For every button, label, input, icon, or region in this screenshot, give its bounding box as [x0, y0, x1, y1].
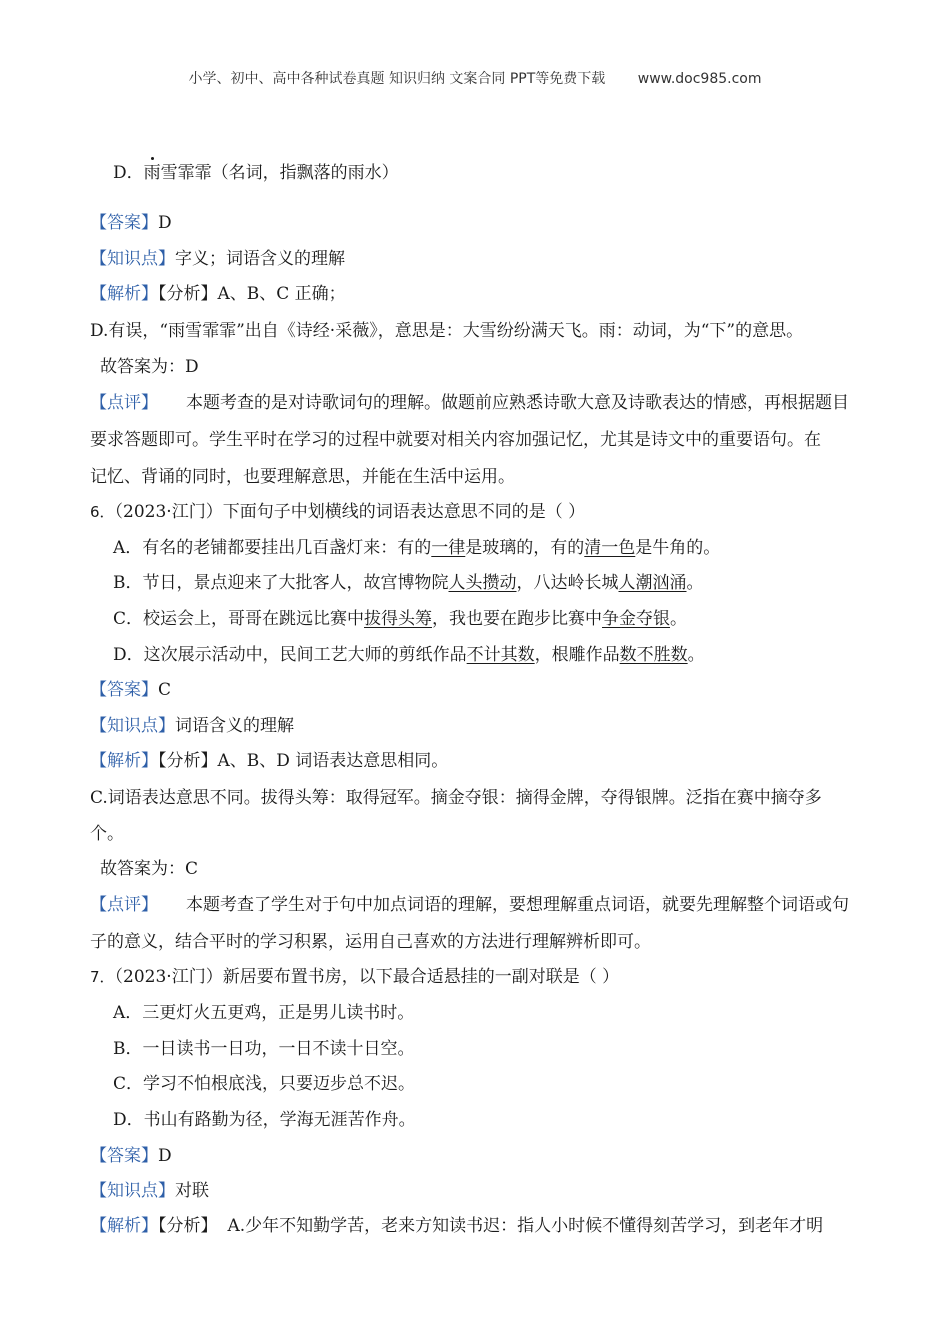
q5-option-d: D．雨雪霏霏（名词，指飘落的雨水） [113, 163, 399, 183]
q5-comment-l3: 记忆、背诵的同时，也要理解意思，并能在生活中运用。 [90, 467, 515, 487]
q7-answer: 【答案】D [90, 1146, 172, 1166]
q6-option-b[interactable]: B．节日，景点迎来了大批客人，故宫博物院人头攒动，八达岭长城人潮汹涌。 [113, 573, 704, 593]
q6-option-d[interactable]: D．这次展示活动中，民间工艺大师的剪纸作品不计其数，根雕作品数不胜数。 [113, 645, 705, 665]
q6-analysis-c-l2: 个。 [90, 824, 124, 844]
q7-knowledge: 【知识点】对联 [90, 1181, 209, 1201]
q6-conclusion: 故答案为：C [100, 859, 199, 879]
q6-analysis: 【解析】【分析】A、B、D 词语表达意思相同。 [90, 751, 449, 771]
q6-knowledge: 【知识点】词语含义的理解 [90, 716, 294, 736]
header-url[interactable]: www.doc985.com [637, 71, 762, 87]
q5-comment-l2: 要求答题即可。学生平时在学习的过程中就要对相关内容加强记忆，尤其是诗文中的重要语句。在 [90, 430, 821, 450]
q5-analysis: 【解析】【分析】A、B、C 正确； [90, 284, 346, 304]
q6-answer: 【答案】C [90, 680, 172, 700]
q5-analysis-d: D.有误，“雨雪霏霏”出自《诗经·采薇》，意思是：大雪纷纷满天飞。雨：动词，为“下”的意思。 [90, 321, 804, 341]
q6-comment-l2: 子的意义，结合平时的学习积累，运用自己喜欢的方法进行理解辨析即可。 [90, 932, 651, 952]
q6-comment: 【点评】 本题考查了学生对于句中加点词语的理解，要想理解重点词语，就要先理解整个词语或句 [90, 895, 849, 915]
q7-stem: 7．（2023·江门）新居要布置书房，以下最合适悬挂的一副对联是（ ） [90, 967, 620, 987]
q6-option-a[interactable]: A．有名的老铺都要挂出几百盏灯来：有的一律是玻璃的，有的清一色是牛角的。 [113, 538, 721, 558]
q6-stem: 6．（2023·江门）下面句子中划横线的词语表达意思不同的是（ ） [90, 502, 586, 522]
q7-analysis: 【解析】【分析】 A.少年不知勤学苦，老来方知读书迟：指人小时候不懂得刻苦学习，到老年才明 [90, 1216, 824, 1236]
q7-option-a[interactable]: A．三更灯火五更鸡，正是男儿读书时。 [113, 1003, 415, 1023]
header-text: 小学、初中、高中各种试卷真题 知识归纳 文案合同 PPT等免费下载 [188, 71, 606, 87]
q5-comment: 【点评】 本题考查的是对诗歌词句的理解。做题前应熟悉诗歌大意及诗歌表达的情感，再根据题目 [90, 393, 849, 413]
q7-option-b[interactable]: B．一日读书一日功，一日不读十日空。 [113, 1039, 415, 1059]
emphasis-dot-char: 雨 [143, 163, 161, 183]
q6-option-c[interactable]: C．校运会上，哥哥在跳远比赛中拔得头筹，我也要在跑步比赛中争金夺银。 [113, 609, 688, 629]
q6-analysis-c: C.词语表达意思不同。拔得头筹：取得冠军。摘金夺银：摘得金牌，夺得银牌。泛指在赛中摘夺多 [90, 788, 822, 808]
q5-conclusion: 故答案为：D [100, 357, 199, 377]
page-header [0, 68, 950, 88]
q5-knowledge: 【知识点】字义；词语含义的理解 [90, 249, 345, 269]
q5-answer: 【答案】D [90, 213, 172, 233]
q7-option-d[interactable]: D．书山有路勤为径，学海无涯苦作舟。 [113, 1110, 416, 1130]
q7-option-c[interactable]: C．学习不怕根底浅，只要迈步总不迟。 [113, 1074, 416, 1094]
